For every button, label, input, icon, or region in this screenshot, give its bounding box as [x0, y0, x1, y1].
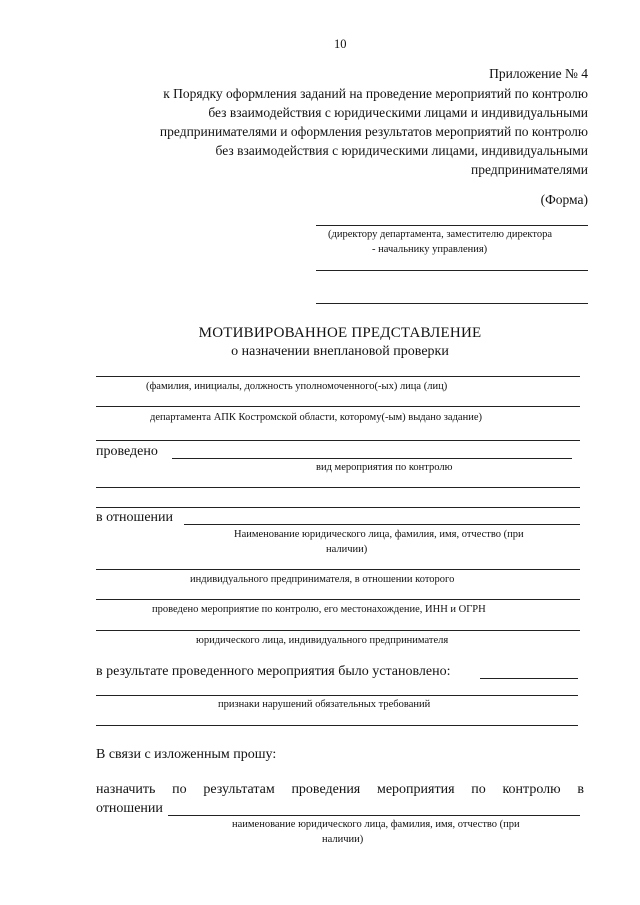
request-label: В связи с изложенным прошу:	[96, 747, 277, 762]
assign-word: проведения	[291, 782, 361, 797]
entrepreneur-caption: индивидуального предпринимателя, в отношении которого	[190, 574, 455, 585]
assign-word: контролю	[502, 782, 561, 797]
addressee-line-1	[316, 225, 588, 226]
result-line	[480, 678, 578, 679]
conducted-line	[172, 458, 572, 459]
page-number: 10	[334, 37, 347, 51]
department-caption: департамента АПК Костромской области, которому(-ым) выдано задание)	[150, 412, 482, 423]
location-line	[96, 599, 580, 600]
document-subtitle: о назначении внеплановой проверки	[231, 344, 449, 359]
official-line	[96, 376, 580, 377]
appendix-line-3: предпринимателями и оформления результатов мероприятий по контролю	[159, 124, 588, 139]
conducted-label: проведено	[96, 444, 158, 459]
regarding-line	[184, 524, 580, 525]
entity-name-caption-1: Наименование юридического лица, фамилия, имя, отчество (при	[234, 529, 524, 540]
blank-line-4	[96, 725, 578, 726]
appendix-line-5: предпринимателями	[470, 162, 588, 177]
addressee-line-2	[316, 270, 588, 271]
form-label: (Форма)	[540, 192, 588, 207]
event-type-caption: вид мероприятия по контролю	[316, 462, 453, 473]
result-label: в результате проведенного мероприятия было установлено:	[96, 664, 451, 679]
blank-line-1	[96, 440, 580, 441]
violations-caption: признаки нарушений обязательных требований	[218, 699, 431, 710]
addressee-line-3	[316, 303, 588, 304]
assign-word: в	[577, 782, 584, 797]
entrepreneur-line	[96, 569, 580, 570]
location-caption: проведено мероприятие по контролю, его местонахождение, ИНН и ОГРН	[152, 604, 486, 615]
blank-line-2	[96, 487, 580, 488]
appendix-line-1: к Порядку оформления заданий на проведение мероприятий по контролю	[163, 86, 588, 101]
assign-word: по	[471, 782, 486, 797]
assign-word: мероприятия	[376, 782, 455, 797]
addressee-caption-1: (директору департамента, заместителю директора	[328, 229, 552, 240]
violations-line	[96, 695, 578, 696]
entity-full-line	[96, 630, 580, 631]
entity-name-b-caption-1: наименование юридического лица, фамилия, имя, отчество (при	[232, 819, 520, 830]
assign-word: по	[172, 782, 187, 797]
official-caption: (фамилия, инициалы, должность уполномоченного(-ых) лица (лиц)	[146, 381, 448, 392]
appendix-line-4: без взаимодействия с юридическими лицами, индивидуальными	[215, 143, 588, 158]
assign-word: результатам	[203, 782, 275, 797]
regarding-2-line	[168, 815, 580, 816]
entity-full-caption: юридического лица, индивидуального предпринимателя	[196, 635, 449, 646]
department-line	[96, 406, 580, 407]
regarding-label: в отношении	[96, 510, 174, 525]
entity-name-b-caption-2: наличии)	[322, 834, 364, 845]
entity-name-caption-2: наличии)	[326, 544, 368, 555]
appendix-line-2: без взаимодействия с юридическими лицами и индивидуальными	[208, 105, 588, 120]
blank-line-3	[96, 507, 580, 508]
assign-row	[96, 782, 584, 798]
assign-word: назначить	[96, 782, 156, 797]
regarding-2-label: отношении	[96, 801, 163, 816]
addressee-caption-2: - начальнику управления)	[372, 244, 488, 255]
document-title: МОТИВИРОВАННОЕ ПРЕДСТАВЛЕНИЕ	[198, 325, 482, 341]
appendix-title: Приложение № 4	[489, 66, 588, 81]
